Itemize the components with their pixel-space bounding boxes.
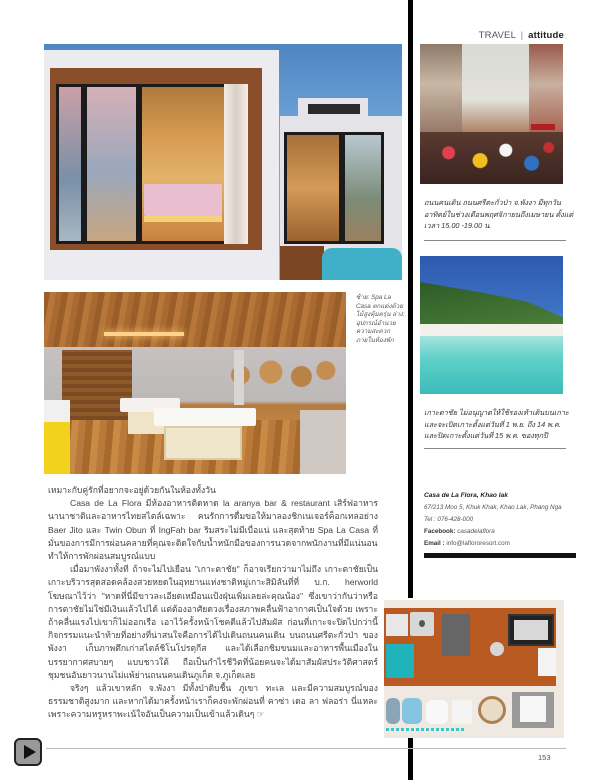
page-number: 153 [538,753,551,762]
amenities-photo [384,600,564,738]
body-paragraph: เมื่อมาพังงาทั้งที ถ้าจะไม่ไปเยือน "เกาะตาชัย" ก็อาจเรียกว่ามาไม่ถึง เกาะตาชัยเป็นเกาะบริวารสุดสอดคล้องสวยหยดในอุทยานแห่งชาติหมู่เกาะสิมิลันที่ที่ บ.ก. herworld โฆษณาไว้ว่า "หาดที่นี่มีขาวละเอียดเหมือนแป้งฝุ่นเพิ่มเลยล่ะคุณน้อง" ซึ่งเขาว่ากันว่าหรือการตาชัยไม่ใช่มีเงินแล้วไปได้ แต่ต้องอาศัยดวงเรื่องสภาพคลื่นฟ้าอากาศเป็นใจด้วย เพราะถ้าคลื่นแรงไปเขาก็ไม่ออกเรือ เอาไว้ครั้งหน้าโชคดีแล้วไปสัมผัส ก่อนที่เกาะจะปิดไปกว่านี้ กิจกรรมแนะนำท้ายที่อย่างที่น่าสนใจคือการได้ไปเดินถนนคนเดิน บนถนนศรีตะกั่วป่า ของพังงา เก็บภาพตึกเก่าสไตล์ชิโนโปรตุกีส และได้เลือกชิมขนมและอาหารพื้นเมืองในบรรยากาศสบายๆ แบบชาวใต้ ถือเป็นกำไรชีวิตที่น้อยคนจะได้มาสัมผัสประวัติศาสตร์ชุมชนอันยาวนานไม่แพ้ย่านถนนคนเดินภูเก็ต จ.ภูเก็ตเลย [48,564,378,680]
body-paragraph: Casa de La Flora มีห้องอาหารติดหาด la aranya bar & restaurant เสิร์ฟอาหารนานาชาติและอาหารไทยสไตล์เฉพาะ คนรักการดื่มขอให้มาลองชิกเนเจอร์ค็อกเทลอย่าง Baer Jito และ Twin Obun ที่ IngFah bar ริมสระไม่มีเบื่อแน่ และสุดท้าย Spa La Casa ที่มั่นของการมีการผ่อนคลายที่คุณจะติดใจกับน้ำหนักมือของการนวดจากพนักงานที่มีแน่นอน ทำให้การพักผ่อนสมบูรณ์แบบ [48,498,378,562]
beach-photo [420,256,563,394]
caption-divider [424,448,566,449]
play-button[interactable] [14,738,42,766]
street-photo-caption: ถนนคนเดิน ถนนศรีตะกั่วป่า จ.พังงา มีทุกวันอาทิตย์ในช่วงเดือนพฤศจิกายนถึงเมษายน ตั้งแต่เวลา 15.00 -19.00 น. [424,198,574,230]
play-icon [24,745,36,759]
column-divider-line [408,0,413,598]
article-body [48,484,378,722]
spa-room-photo [44,292,346,474]
walking-street-photo [420,44,563,184]
email-label: Email : [424,540,445,547]
villa-photo [44,44,402,280]
body-paragraph: เหมาะกับคู่รักที่อยากจะอยู่ด้วยกันในห้องทั้งวัน [48,485,216,495]
facebook-link[interactable]: casadelaflora [457,528,495,535]
header-separator: | [520,30,524,41]
beach-photo-caption: เกาะตาชัย ไม่อนุญาตให้ใช้รองเท้าเดินบนเกาะ และจะเปิดเกาะตั้งแต่วันที่ 1 พ.ย. ถึง 14 พ.ค. และปิดเกาะตั้งแต่วันที่ 15 พ.ค. ของทุกปี [424,408,569,440]
spa-photo-caption: ซ้าย: Spa La Casa ตกแต่งด้วยไม้สูงคุ้มครุ่น ล่าง: อุปกรณ์อำนวยความสะดวกภายในห้องพัก [356,294,405,344]
footer-rule [46,748,566,749]
section-label: TRAVEL [478,30,516,41]
page-header [479,30,564,41]
facebook-label: Facebook: [424,528,456,535]
hotel-name: Casa de La Flora, Khao lak [424,492,508,499]
hotel-address: 67/213 Moo 5, Khuk Khak, Khao Lak, Phang Nga [424,504,562,511]
info-box-bottom-rule [424,553,576,558]
hotel-info-box [424,492,584,552]
caption-divider [424,240,566,241]
body-paragraph: จริงๆ แล้วเขาหลัก จ.พังงา มีทั้งป่าดิบชื้น ภูเขา ทะเล และมีความสมบูรณ์ของธรรมชาติสูงมาก และหากได้มาครั้งหน้าเราก็คงจะพักผ่อนที่ คาซ่า เดอ ลา ฟลอร่า นี่แหละ เพราะความหรูหราพะเน้ใจอันเป็นความเป็นเข้าแล้วเดินๆ ☞ [48,683,378,720]
hotel-tel: Tel : 076-428-000 [424,516,474,523]
email-link[interactable]: info@laflororesort.com [446,540,510,547]
subsection-label: attitude [528,30,564,41]
column-divider-line-bottom [408,735,413,780]
